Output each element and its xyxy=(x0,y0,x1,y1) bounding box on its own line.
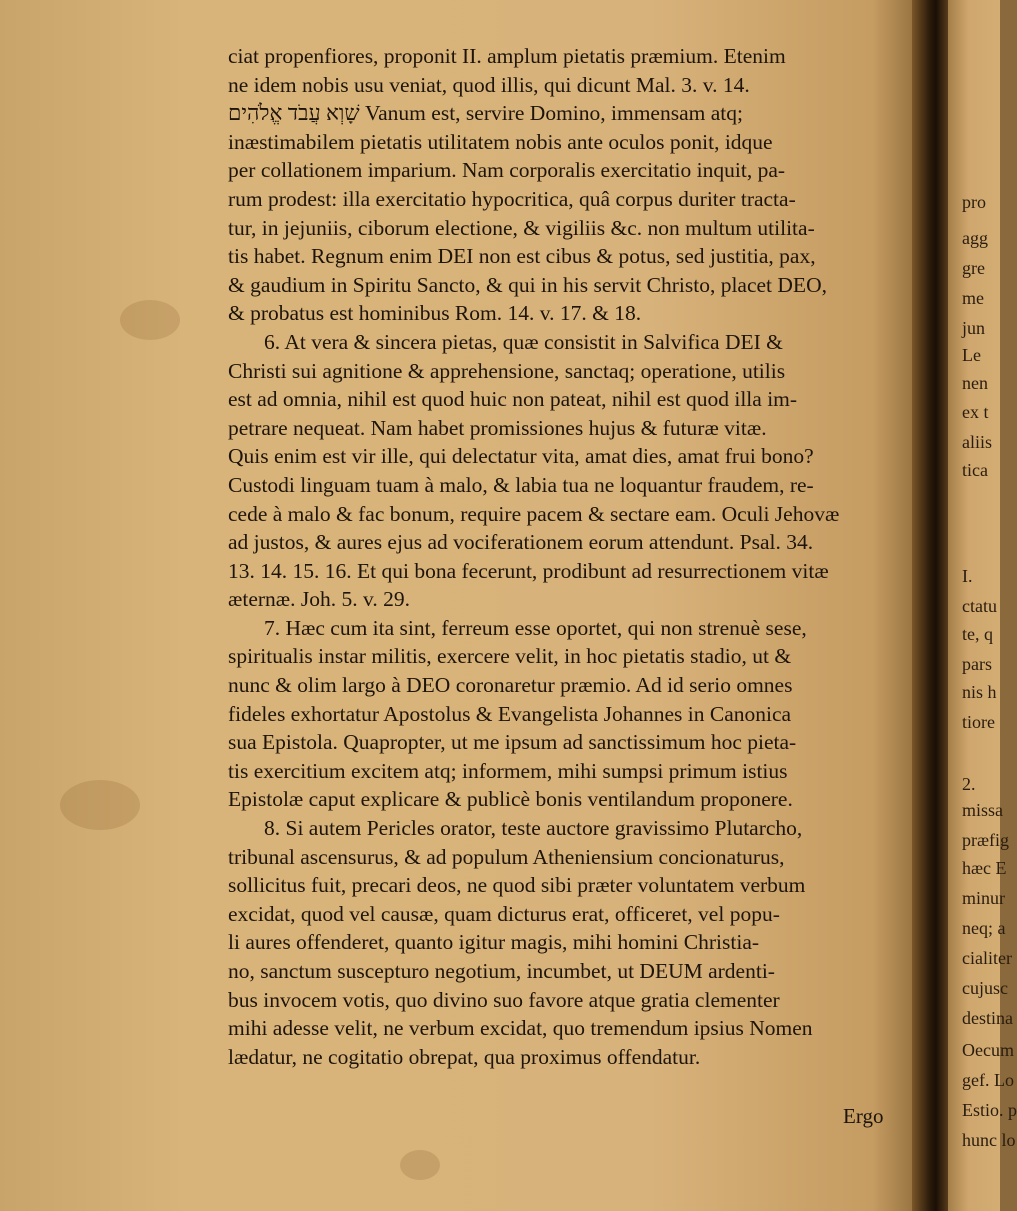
fragment: aliis xyxy=(962,432,992,452)
text-line: ne idem nobis usu veniat, quod illis, qui dicunt Mal. 3. v. 14. xyxy=(228,72,750,97)
paragraph-7-start: 7. Hæc cum ita sint, ferreum esse oportet, qui non strenuè sese, xyxy=(264,615,807,640)
fragment: Oecum xyxy=(962,1040,1014,1060)
fragment: tica xyxy=(962,460,988,480)
fragment: missa xyxy=(962,800,1004,820)
text-line: tis exercitium excitem atq; informem, mihi sumpsi primum istius xyxy=(228,758,788,783)
catchword: Ergo xyxy=(843,1104,884,1128)
fragment: te, q xyxy=(962,624,993,644)
text-line: שָׁוְא עֲבֹד אֱלֹהִים Vanum est, servire Domino, immensam atq; xyxy=(228,101,743,126)
text-line: nunc & olim largo à DEO coronaretur præmio. Ad id serio omnes xyxy=(228,673,793,698)
text-line: sollicitus fuit, precari deos, ne quod sibi præter voluntatem verbum xyxy=(228,873,806,898)
text-line: cede à malo & fac bonum, require pacem & sectare eam. Oculi Jehovæ xyxy=(228,501,840,526)
fragment: pro xyxy=(962,192,986,212)
fragment: 2. xyxy=(962,774,976,794)
fragment: cujusc xyxy=(962,978,1008,998)
text-line: Christi sui agnitione & apprehensione, sanctaq; operatione, utilis xyxy=(228,358,786,383)
fragment: me xyxy=(962,288,984,308)
text-line: bus invocem votis, quo divino suo favore atque gratia clementer xyxy=(228,987,780,1012)
text-line: excidat, quod vel causæ, quam dicturus erat, officeret, vel popu- xyxy=(228,901,780,926)
text-line: lædatur, ne cogitatio obrepat, qua proximus offendatur. xyxy=(228,1044,701,1069)
text-line: ad justos, & aures ejus ad vociferationem eorum attendunt. Psal. 34. xyxy=(228,530,814,555)
fragment: neq; a xyxy=(962,918,1006,938)
text-line: æternæ. Joh. 5. v. 29. xyxy=(228,587,410,612)
fragment: nis h xyxy=(962,682,997,702)
text-line: fideles exhortatur Apostolus & Evangelista Johannes in Canonica xyxy=(228,701,792,726)
fragment: nen xyxy=(962,373,988,393)
fragment: jun xyxy=(962,318,986,338)
text-line: est ad omnia, nihil est quod huic non pateat, nihil est quod illa im- xyxy=(228,387,798,412)
text-line: inæstimabilem pietatis utilitatem nobis ante oculos ponit, idque xyxy=(228,129,773,154)
text-line: petrare nequeat. Nam habet promissiones hujus & futuræ vitæ. xyxy=(228,415,767,440)
facing-page-fragments xyxy=(962,0,1017,1211)
text-line: tis habet. Regnum enim DEI non est cibus & potus, sed justitia, pax, xyxy=(228,244,816,269)
paper-stain xyxy=(400,1150,440,1180)
fragment: Le xyxy=(962,345,981,365)
fragment: ctatu xyxy=(962,596,997,616)
fragment: tiore xyxy=(962,712,995,732)
fragment: destina xyxy=(962,1008,1013,1028)
text-line: tribunal ascensurus, & ad populum Atheniensium concionaturus, xyxy=(228,844,785,869)
fragment: Estio. p xyxy=(962,1100,1017,1120)
paragraph-6-start: 6. At vera & sincera pietas, quæ consistit in Salvifica DEI & xyxy=(264,329,783,354)
text-line: li aures offenderet, quanto igitur magis, mihi homini Christia- xyxy=(228,930,760,955)
paper-stain xyxy=(60,780,140,830)
text-line: ciat propenfiores, proponit II. amplum pietatis præmium. Etenim xyxy=(228,44,786,68)
fragment: hunc lo xyxy=(962,1130,1016,1150)
text-line: mihi adesse velit, ne verbum excidat, quo tremendum ipsius Nomen xyxy=(228,1016,813,1041)
paragraph-8-start: 8. Si autem Pericles orator, teste auctore gravissimo Plutarcho, xyxy=(264,816,803,841)
text-line: tur, in jejuniis, ciborum electione, & vigiliis &c. non multum utilita- xyxy=(228,215,815,240)
fragment: agg xyxy=(962,228,988,248)
text-line: & gaudium in Spiritu Sancto, & qui in his servit Christo, placet DEO, xyxy=(228,272,827,297)
paper-stain xyxy=(120,300,180,340)
fragment: cialiter xyxy=(962,948,1012,968)
text-line: 13. 14. 15. 16. Et qui bona fecerunt, prodibunt ad resurrectionem vitæ xyxy=(228,558,829,583)
text-line: per collationem imparium. Nam corporalis exercitatio inquit, pa- xyxy=(228,158,786,183)
fragment: pars xyxy=(962,654,992,674)
text-line: Quis enim est vir ille, qui delectatur vita, amat dies, amat frui bono? xyxy=(228,444,814,469)
text-line: spiritualis instar militis, exercere velit, in hoc pietatis stadio, ut & xyxy=(228,644,792,669)
fragment: gre xyxy=(962,258,985,278)
text-line: & probatus est hominibus Rom. 14. v. 17. & 18. xyxy=(228,301,642,326)
text-line: rum prodest: illa exercitatio hypocritica, quâ corpus duriter tracta- xyxy=(228,186,796,211)
book-gutter xyxy=(912,0,952,1211)
fragment: I. xyxy=(962,566,973,586)
fragment: præfig xyxy=(962,830,1009,850)
text-line: Epistolæ caput explicare & publicè bonis ventilandum proponere. xyxy=(228,787,793,812)
fragment: hæc E xyxy=(962,858,1007,878)
fragment: gef. Lo xyxy=(962,1070,1014,1090)
fragment: minur xyxy=(962,888,1005,908)
text-line: Custodi linguam tuam à malo, & labia tua ne loquantur fraudem, re- xyxy=(228,472,814,497)
fragment: ex t xyxy=(962,402,989,422)
text-line: sua Epistola. Quapropter, ut me ipsum ad sanctissimum hoc pieta- xyxy=(228,730,797,755)
body-text xyxy=(228,42,908,1071)
text-line: no, sanctum suscepturo negotium, incumbet, ut DEUM ardenti- xyxy=(228,959,775,983)
